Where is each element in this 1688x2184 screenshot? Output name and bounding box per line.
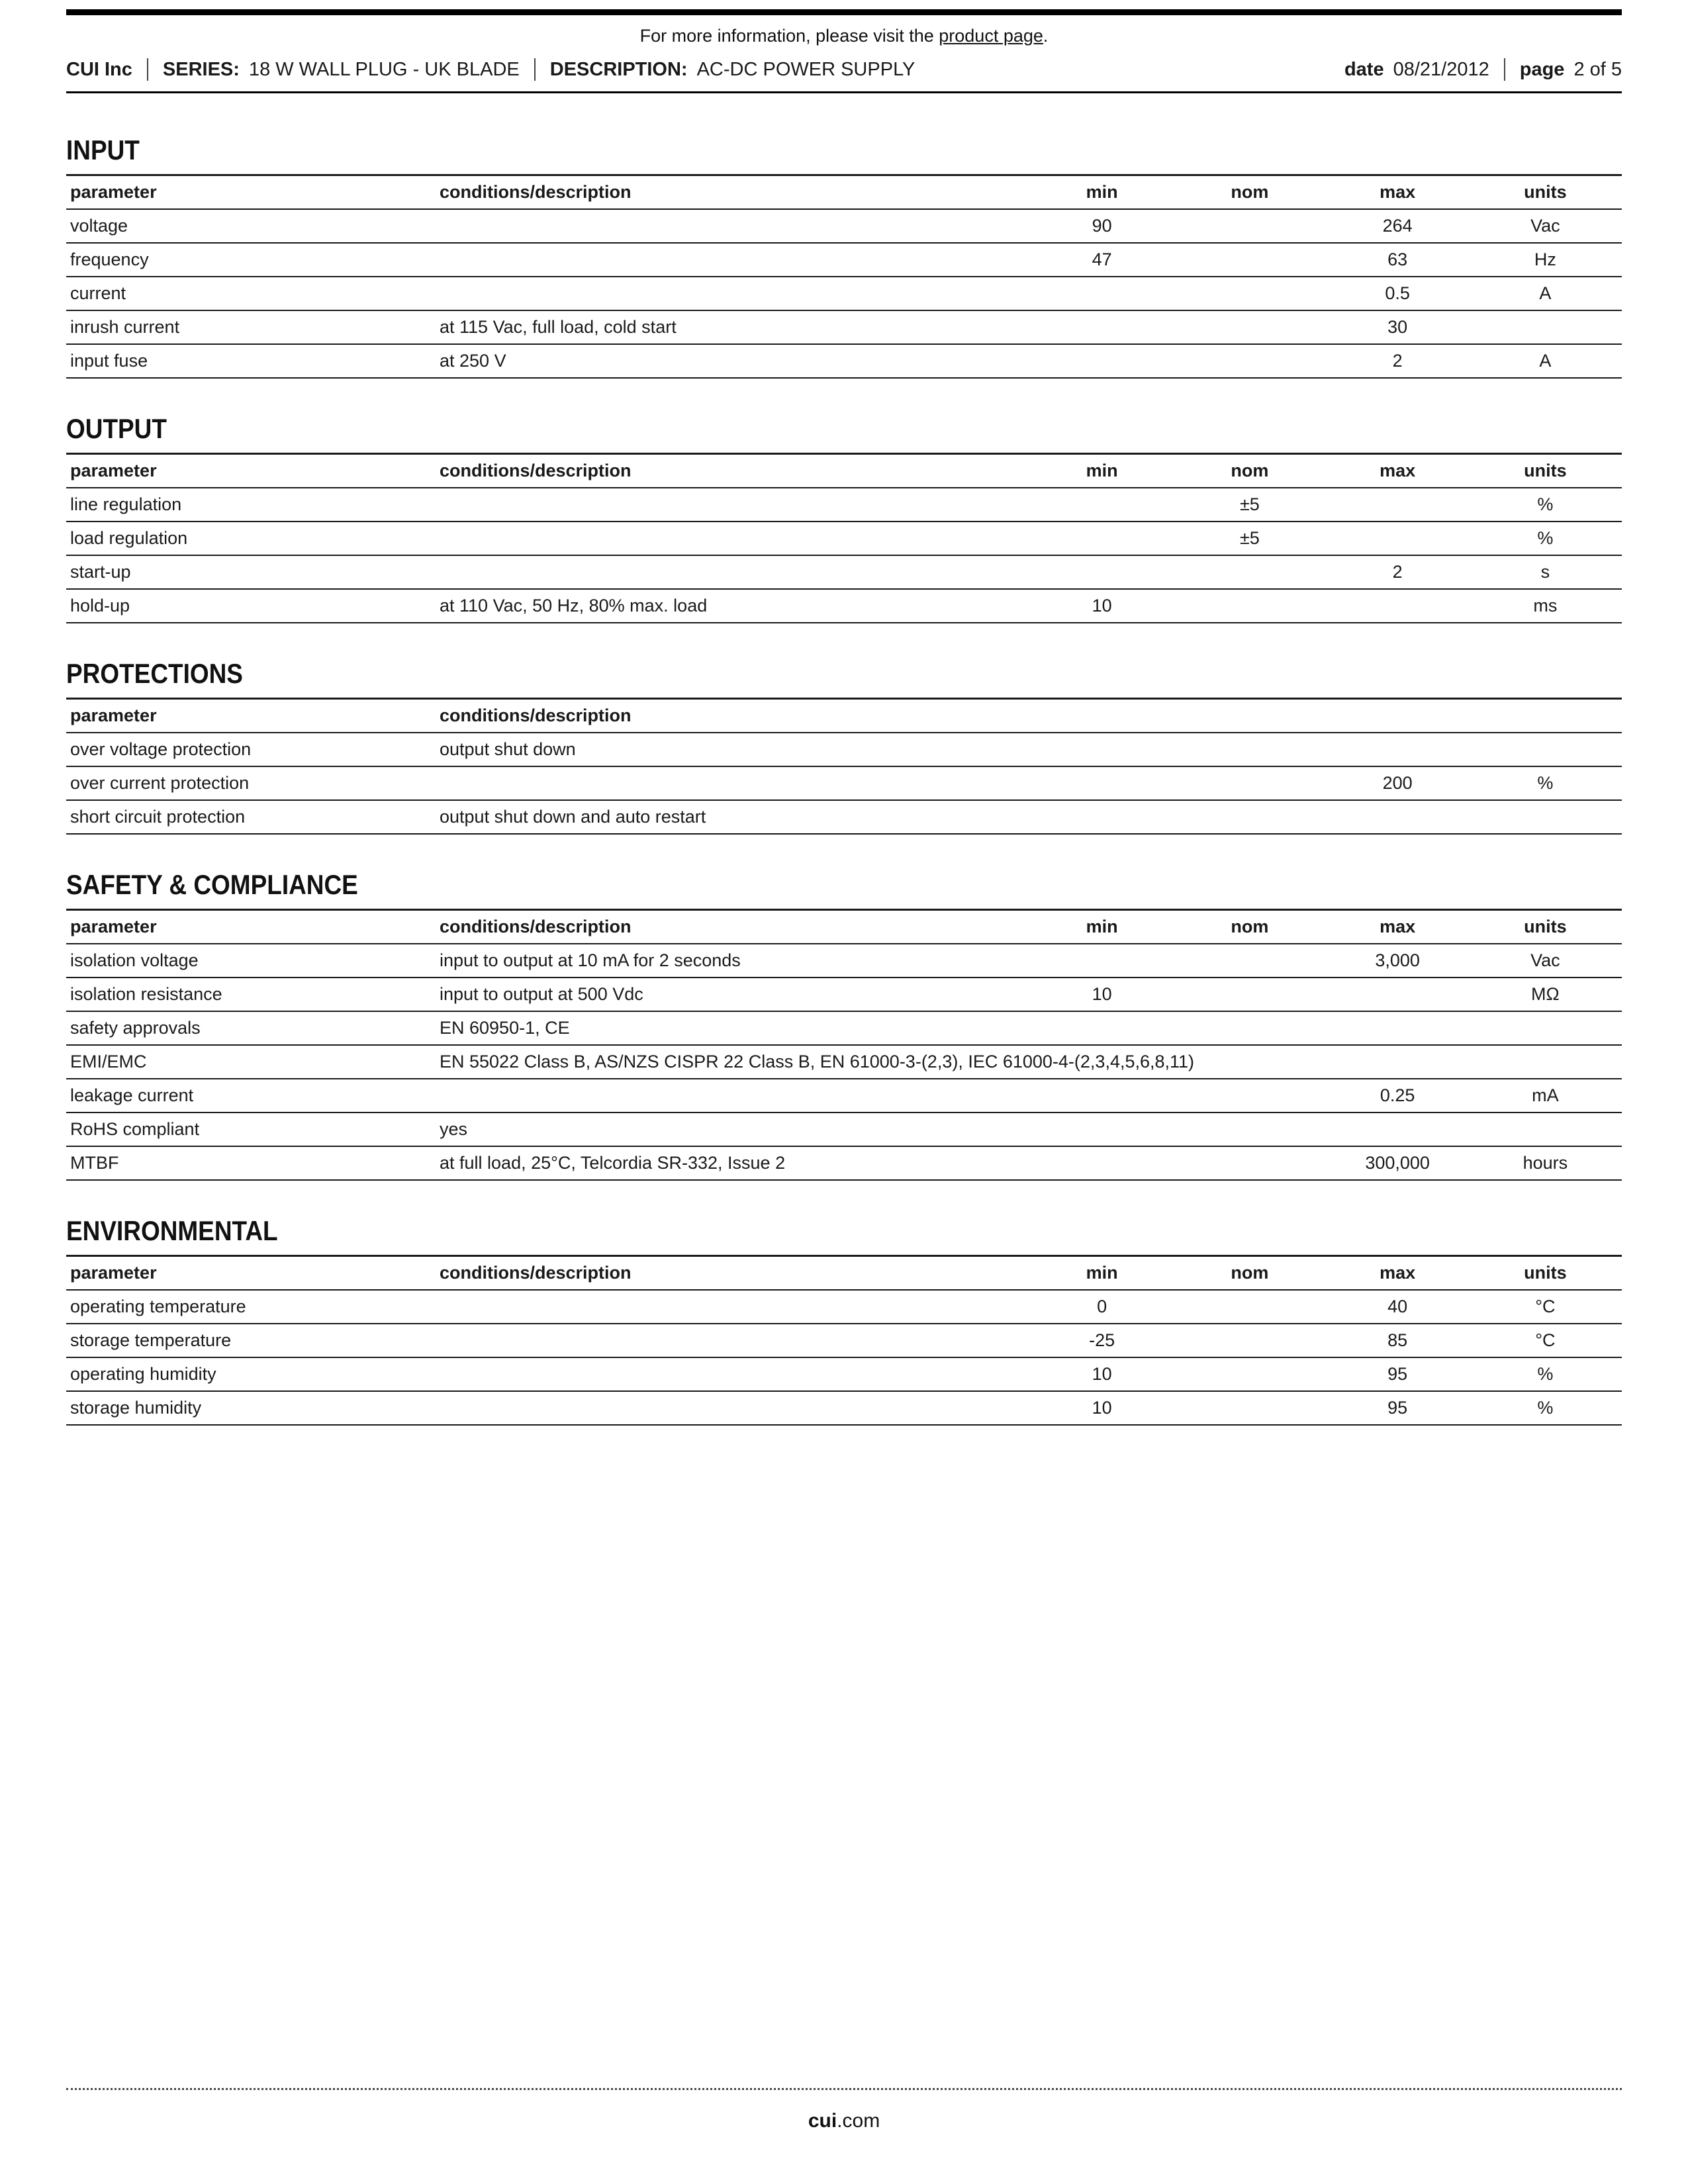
cell-nom [1178,1079,1326,1113]
page-value: 2 of 5 [1573,58,1622,80]
description-label: DESCRIPTION: [549,58,688,80]
cell-parameter: leakage current [66,1079,440,1113]
section-output [66,413,1622,623]
cell-max: 2 [1327,344,1474,378]
footer-dotted-rule [66,2088,1622,2090]
column-header: parameter [66,699,440,733]
top-note [66,26,1622,46]
section-title: OUTPUT [66,413,167,444]
spec-table [66,453,1622,623]
column-header: units [1474,910,1622,944]
table-header-row [66,910,1622,944]
sections [66,134,1622,1426]
cell-nom [1178,243,1326,277]
cell-min [1031,1079,1178,1113]
footer-site-rest: .com [837,2110,880,2132]
table-row [66,1391,1622,1425]
description-value: AC-DC POWER SUPPLY [696,58,915,80]
table-row [66,555,1622,589]
cell-nom [1178,978,1326,1011]
column-header [1178,699,1326,733]
cell-conditions: at 115 Vac, full load, cold start [440,310,1031,344]
column-header: conditions/description [440,699,1031,733]
cell-parameter: start-up [66,555,440,589]
cell-conditions: at 250 V [440,344,1031,378]
cell-conditions [440,1324,1031,1357]
top-note-suffix: . [1043,26,1049,46]
table-header-row [66,175,1622,210]
cell-max: 95 [1327,1357,1474,1391]
cell-max: 0.5 [1327,277,1474,310]
cell-conditions [440,243,1031,277]
cell-nom: ±5 [1178,522,1326,555]
cell-conditions [440,555,1031,589]
column-header: units [1474,175,1622,210]
column-header: conditions/description [440,910,1031,944]
cell-parameter: inrush current [66,310,440,344]
cell-min [1031,766,1178,800]
cell-units: Vac [1474,209,1622,243]
cell-min [1031,1146,1178,1180]
column-header: conditions/description [440,175,1031,210]
column-header: parameter [66,175,440,210]
column-header: min [1031,910,1178,944]
cell-conditions: yes [440,1113,1622,1146]
cell-min: 47 [1031,243,1178,277]
cell-nom [1178,277,1326,310]
cell-units: Vac [1474,944,1622,978]
column-header: min [1031,454,1178,488]
column-header: units [1474,1256,1622,1291]
table-header-row [66,1256,1622,1291]
cell-min [1031,944,1178,978]
column-header [1031,699,1178,733]
cell-conditions: input to output at 10 mA for 2 seconds [440,944,1031,978]
cell-units: °C [1474,1324,1622,1357]
cell-conditions [440,766,1031,800]
cell-max: 300,000 [1327,1146,1474,1180]
table-header-row [66,454,1622,488]
cell-parameter: isolation voltage [66,944,440,978]
header-left [66,58,915,81]
cell-parameter: isolation resistance [66,978,440,1011]
cell-units: % [1474,1357,1622,1391]
section-title: ENVIRONMENTAL [66,1215,278,1246]
cell-parameter: operating temperature [66,1290,440,1324]
cell-max: 3,000 [1327,944,1474,978]
cell-nom [1178,1290,1326,1324]
cell-parameter: line regulation [66,488,440,522]
cell-min [1031,488,1178,522]
cell-conditions: EN 60950-1, CE [440,1011,1622,1045]
table-row [66,310,1622,344]
table-row [66,589,1622,623]
cell-parameter: storage temperature [66,1324,440,1357]
column-header: nom [1178,910,1326,944]
cell-parameter: input fuse [66,344,440,378]
cell-parameter: operating humidity [66,1357,440,1391]
cell-parameter: storage humidity [66,1391,440,1425]
cell-parameter: load regulation [66,522,440,555]
cell-conditions: output shut down and auto restart [440,800,1622,834]
cell-min: 90 [1031,209,1178,243]
cell-parameter: safety approvals [66,1011,440,1045]
section-title: PROTECTIONS [66,658,243,689]
date-value: 08/21/2012 [1393,58,1489,80]
cell-nom [1178,944,1326,978]
column-header [1327,699,1474,733]
cell-conditions: at 110 Vac, 50 Hz, 80% max. load [440,589,1031,623]
section-protections [66,658,1622,835]
cell-min [1031,344,1178,378]
cell-nom [1178,1324,1326,1357]
column-header: parameter [66,1256,440,1291]
column-header: parameter [66,454,440,488]
table-row [66,209,1622,243]
table-row [66,1113,1622,1146]
column-header: max [1327,1256,1474,1291]
column-header: max [1327,175,1474,210]
column-header: max [1327,454,1474,488]
product-page-link[interactable]: product page [939,26,1043,46]
cell-units: % [1474,766,1622,800]
series-value: 18 W WALL PLUG - UK BLADE [248,58,520,80]
cell-conditions [440,522,1031,555]
cell-max [1327,978,1474,1011]
column-header [1474,699,1622,733]
cell-conditions: input to output at 500 Vdc [440,978,1031,1011]
cell-parameter: EMI/EMC [66,1045,440,1079]
cell-min: 10 [1031,1391,1178,1425]
cell-parameter: MTBF [66,1146,440,1180]
footer-site-link[interactable] [66,2110,1622,2132]
cell-units: °C [1474,1290,1622,1324]
cell-max: 40 [1327,1290,1474,1324]
cell-units: Hz [1474,243,1622,277]
table-row [66,488,1622,522]
column-header: min [1031,1256,1178,1291]
cell-conditions [440,277,1031,310]
company-name: CUI Inc [66,58,132,80]
cell-max: 30 [1327,310,1474,344]
column-header: max [1327,910,1474,944]
cell-nom [1178,344,1326,378]
header-separator [147,58,148,81]
cell-units: ms [1474,589,1622,623]
cell-conditions [440,1290,1031,1324]
table-row [66,243,1622,277]
top-note-prefix: For more information, please visit the [639,26,939,46]
cell-max [1327,488,1474,522]
table-row [66,766,1622,800]
cell-conditions [440,1079,1031,1113]
cell-nom [1178,589,1326,623]
cell-min: 10 [1031,589,1178,623]
table-row [66,800,1622,834]
top-rule [66,9,1622,15]
cell-conditions [440,1391,1031,1425]
cell-min [1031,310,1178,344]
section-input [66,134,1622,379]
cell-max: 0.25 [1327,1079,1474,1113]
spec-table [66,1255,1622,1426]
cell-parameter: hold-up [66,589,440,623]
cell-max: 264 [1327,209,1474,243]
cell-units: % [1474,488,1622,522]
cell-max: 85 [1327,1324,1474,1357]
column-header: units [1474,454,1622,488]
cell-units: % [1474,522,1622,555]
header-separator [534,58,536,81]
cell-conditions [440,1357,1031,1391]
table-row [66,1324,1622,1357]
cell-max: 95 [1327,1391,1474,1425]
page-label: page [1519,58,1565,80]
cell-parameter: short circuit protection [66,800,440,834]
spec-table [66,909,1622,1181]
table-row [66,1290,1622,1324]
column-header: nom [1178,454,1326,488]
cell-units: A [1474,344,1622,378]
table-row [66,277,1622,310]
cell-min: 10 [1031,978,1178,1011]
column-header: conditions/description [440,1256,1031,1291]
cell-conditions [440,488,1031,522]
table-row [66,1011,1622,1045]
table-row [66,978,1622,1011]
cell-units [1474,310,1622,344]
table-row [66,1079,1622,1113]
column-header: nom [1178,1256,1326,1291]
cell-min: -25 [1031,1324,1178,1357]
cell-max: 63 [1327,243,1474,277]
cell-max: 200 [1327,766,1474,800]
table-row [66,1357,1622,1391]
cell-units: hours [1474,1146,1622,1180]
cell-parameter: RoHS compliant [66,1113,440,1146]
header-separator [1504,58,1505,81]
cell-units: % [1474,1391,1622,1425]
section-environmental [66,1215,1622,1426]
series-label: SERIES: [162,58,240,80]
footer [66,2088,1622,2132]
cell-units: mA [1474,1079,1622,1113]
header-bar [66,58,1622,93]
cell-parameter: over voltage protection [66,733,440,766]
header-right [1344,58,1622,81]
table-row [66,733,1622,766]
cell-conditions: EN 55022 Class B, AS/NZS CISPR 22 Class B, EN 61000-3-(2,3), IEC 61000-4-(2,3,4,5,6,8,11) [440,1045,1622,1079]
cell-max: 2 [1327,555,1474,589]
section-safety-compliance [66,869,1622,1181]
cell-max [1327,522,1474,555]
spec-table [66,698,1622,835]
table-header-row [66,699,1622,733]
cell-nom: ±5 [1178,488,1326,522]
cell-nom [1178,555,1326,589]
table-row [66,1146,1622,1180]
table-row [66,944,1622,978]
cell-min: 10 [1031,1357,1178,1391]
cell-nom [1178,766,1326,800]
cell-parameter: frequency [66,243,440,277]
cell-nom [1178,1146,1326,1180]
column-header: parameter [66,910,440,944]
cell-units: s [1474,555,1622,589]
cell-min [1031,522,1178,555]
table-row [66,1045,1622,1079]
column-header: conditions/description [440,454,1031,488]
cell-units: A [1474,277,1622,310]
cell-parameter: over current protection [66,766,440,800]
date-label: date [1344,58,1384,80]
cell-conditions: at full load, 25°C, Telcordia SR-332, Issue 2 [440,1146,1031,1180]
cell-nom [1178,1391,1326,1425]
cell-nom [1178,310,1326,344]
cell-conditions: output shut down [440,733,1622,766]
footer-site-bold: cui [808,2110,837,2132]
section-title: INPUT [66,134,140,165]
cell-min [1031,555,1178,589]
cell-nom [1178,209,1326,243]
cell-max [1327,589,1474,623]
spec-table [66,174,1622,379]
cell-conditions [440,209,1031,243]
cell-parameter: current [66,277,440,310]
table-row [66,522,1622,555]
column-header: nom [1178,175,1326,210]
table-row [66,344,1622,378]
cell-min: 0 [1031,1290,1178,1324]
cell-nom [1178,1357,1326,1391]
cell-units: MΩ [1474,978,1622,1011]
cell-min [1031,277,1178,310]
section-title: SAFETY & COMPLIANCE [66,869,358,900]
cell-parameter: voltage [66,209,440,243]
column-header: min [1031,175,1178,210]
